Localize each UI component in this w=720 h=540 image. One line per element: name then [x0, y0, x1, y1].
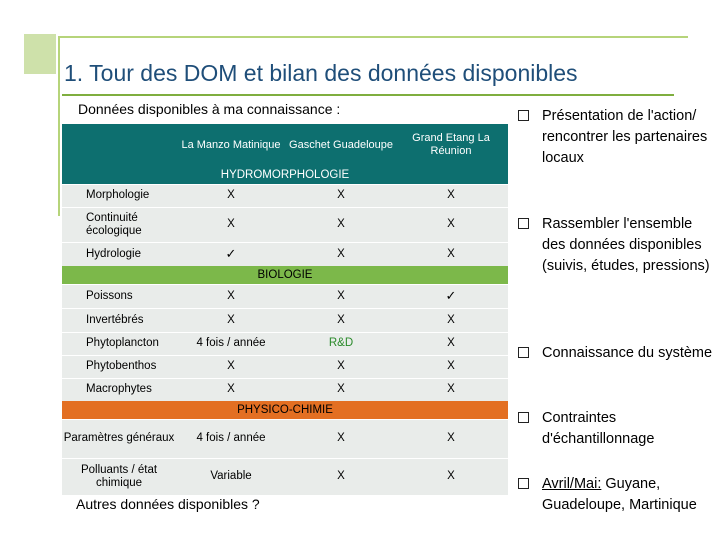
- bullet-text: [514, 474, 714, 516]
- bullet-item: [514, 343, 714, 364]
- table-row: [62, 207, 508, 242]
- checkbox-bullet-icon: [518, 412, 529, 423]
- checkbox-bullet-icon: [518, 218, 529, 229]
- decorative-square: [24, 34, 56, 74]
- table-row: [62, 284, 508, 308]
- row-label: Paramètres généraux: [63, 432, 175, 445]
- table-row: [62, 242, 508, 266]
- check-icon: ✓: [225, 246, 237, 262]
- cell-value: X: [447, 360, 455, 373]
- row-label: Hydrologie: [86, 247, 141, 260]
- cell-value: X: [447, 337, 455, 350]
- title-underline: [62, 94, 674, 96]
- cell-value: X: [337, 218, 345, 231]
- row-label: Morphologie: [86, 189, 150, 202]
- bullet-text: Rassembler l'ensemble des données disponibles (suivis, études, pressions): [542, 216, 710, 274]
- cell-value: X: [447, 247, 455, 260]
- cell-value: X: [337, 360, 345, 373]
- table-row: [62, 355, 508, 378]
- cell-value: X: [447, 218, 455, 231]
- bullet-item: [514, 106, 714, 169]
- bullet-underlined-text: Avril/Mai:: [542, 476, 602, 492]
- decorative-frame-left: [58, 36, 60, 216]
- row-label: Phytoplancton: [86, 337, 159, 350]
- table-header-row: [62, 123, 508, 166]
- row-label: Macrophytes: [86, 383, 152, 396]
- subtitle: Données disponibles à ma connaissance :: [78, 101, 341, 117]
- cell-value: X: [227, 289, 235, 302]
- bullet-item: [514, 214, 714, 277]
- cell-value: X: [447, 432, 455, 445]
- bullet-rest-text: Guyane, Guadeloupe, Martinique: [542, 476, 697, 513]
- cell-value: Variable: [210, 470, 252, 483]
- cell-value: X: [337, 470, 345, 483]
- footer-question: Autres données disponibles ?: [76, 496, 260, 512]
- header-site-3: Grand Etang La Réunion: [412, 132, 490, 157]
- table-row: [62, 378, 508, 401]
- cell-value: X: [337, 247, 345, 260]
- cell-value: X: [337, 383, 345, 396]
- table-row: [62, 332, 508, 355]
- cell-value: 4 fois / année: [196, 337, 266, 350]
- cell-value: X: [227, 313, 235, 326]
- row-label: Polluants / état chimique: [80, 463, 158, 489]
- cell-value: 4 fois / année: [196, 432, 266, 445]
- header-site-2: Gaschet Guadeloupe: [289, 138, 393, 151]
- slide-title: 1. Tour des DOM et bilan des données disponibles: [64, 60, 578, 86]
- cell-value: X: [447, 470, 455, 483]
- table-row: [62, 308, 508, 332]
- check-icon: ✓: [445, 288, 457, 304]
- section-biologie: BIOLOGIE: [62, 266, 508, 284]
- bullet-item: [514, 474, 714, 516]
- cell-value: X: [227, 360, 235, 373]
- bullet-text: Connaissance du système: [542, 345, 713, 361]
- header-site-1: La Manzo Matinique: [181, 138, 281, 151]
- decorative-frame-top: [58, 36, 688, 38]
- table-row: [62, 184, 508, 207]
- row-label: Invertébrés: [86, 313, 144, 326]
- table-row: [62, 458, 508, 495]
- cell-value: R&D: [328, 337, 354, 350]
- table-row: [62, 419, 508, 458]
- cell-value: X: [337, 289, 345, 302]
- checkbox-bullet-icon: [518, 347, 529, 358]
- cell-value: X: [227, 189, 235, 202]
- row-label: Poissons: [86, 289, 133, 302]
- checkbox-bullet-icon: [518, 110, 529, 121]
- row-label: Phytobenthos: [86, 360, 157, 373]
- checkbox-bullet-icon: [518, 478, 529, 489]
- data-table: [62, 123, 508, 495]
- section-physico-chimie: PHYSICO-CHIMIE: [62, 401, 508, 419]
- bullet-text: Présentation de l'action/ rencontrer les partenaires locaux: [542, 108, 708, 166]
- cell-value: X: [337, 189, 345, 202]
- cell-value: X: [227, 383, 235, 396]
- bullet-text: Contraintes d'échantillonnage: [542, 410, 655, 447]
- cell-value: X: [337, 432, 345, 445]
- cell-value: X: [447, 313, 455, 326]
- bullet-item: [514, 408, 714, 450]
- cell-value: X: [447, 383, 455, 396]
- cell-value: X: [337, 313, 345, 326]
- cell-value: X: [447, 189, 455, 202]
- row-label: Continuité écologique: [86, 211, 142, 237]
- section-hydromorphologie: HYDROMORPHOLOGIE: [62, 166, 508, 184]
- cell-value: X: [227, 218, 235, 231]
